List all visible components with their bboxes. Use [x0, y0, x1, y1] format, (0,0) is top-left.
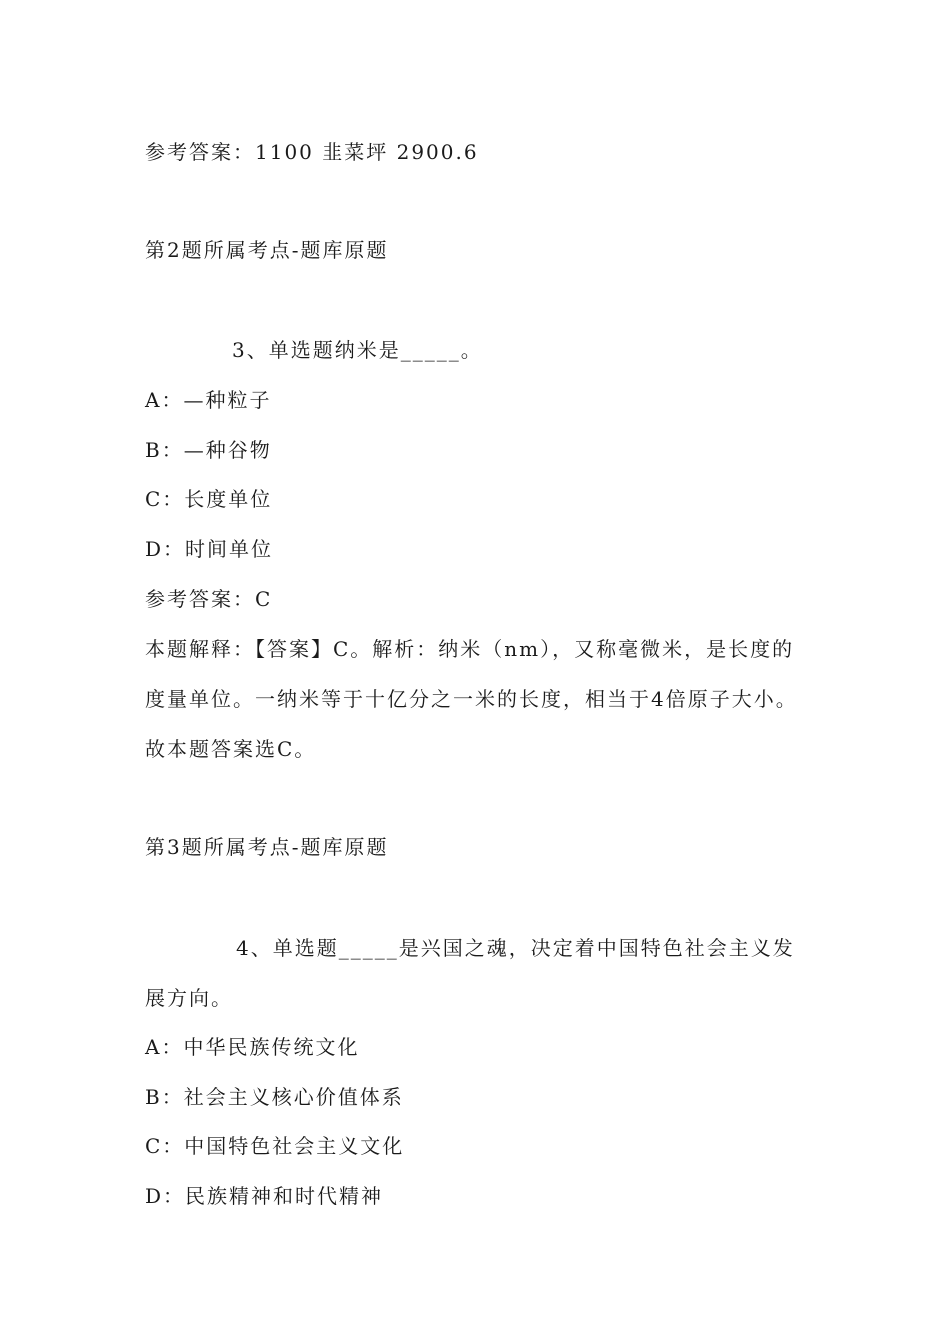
previous-answer: 参考答案：1100 韭菜坪 2900.6: [145, 140, 479, 164]
q3-option-c: C：长度单位: [145, 487, 273, 511]
q4-option-a: A：中华民族传统文化: [145, 1035, 360, 1059]
q3-option-d: D：时间单位: [145, 537, 274, 561]
q3-answer: 参考答案：C: [145, 587, 273, 611]
q4-option-d: D：民族精神和时代精神: [145, 1184, 384, 1208]
q3-explanation-line-3: 故本题答案选C。: [145, 737, 317, 761]
q3-option-b: B：—种谷物: [145, 438, 272, 462]
q3-stem: 3、单选题纳米是_____。: [232, 338, 483, 362]
q4-option-b: B：社会主义核心价值体系: [145, 1085, 404, 1109]
q4-stem-line-2: 展方向。: [145, 986, 233, 1010]
q2-topic: 第2题所属考点-题库原题: [145, 238, 389, 262]
q3-option-a: A：—种粒子: [145, 388, 272, 412]
q4-option-c: C：中国特色社会主义文化: [145, 1134, 405, 1158]
q3-explanation-line-1: 本题解释：【答案】C。解析：纳米（nm），又称毫微米，是长度的: [145, 637, 795, 661]
q3-explanation-line-2: 度量单位。一纳米等于十亿分之一米的长度，相当于4倍原子大小。: [145, 687, 798, 711]
q4-stem-line-1: 4、单选题_____是兴国之魂，决定着中国特色社会主义发: [236, 936, 795, 960]
q3-topic: 第3题所属考点-题库原题: [145, 835, 389, 859]
